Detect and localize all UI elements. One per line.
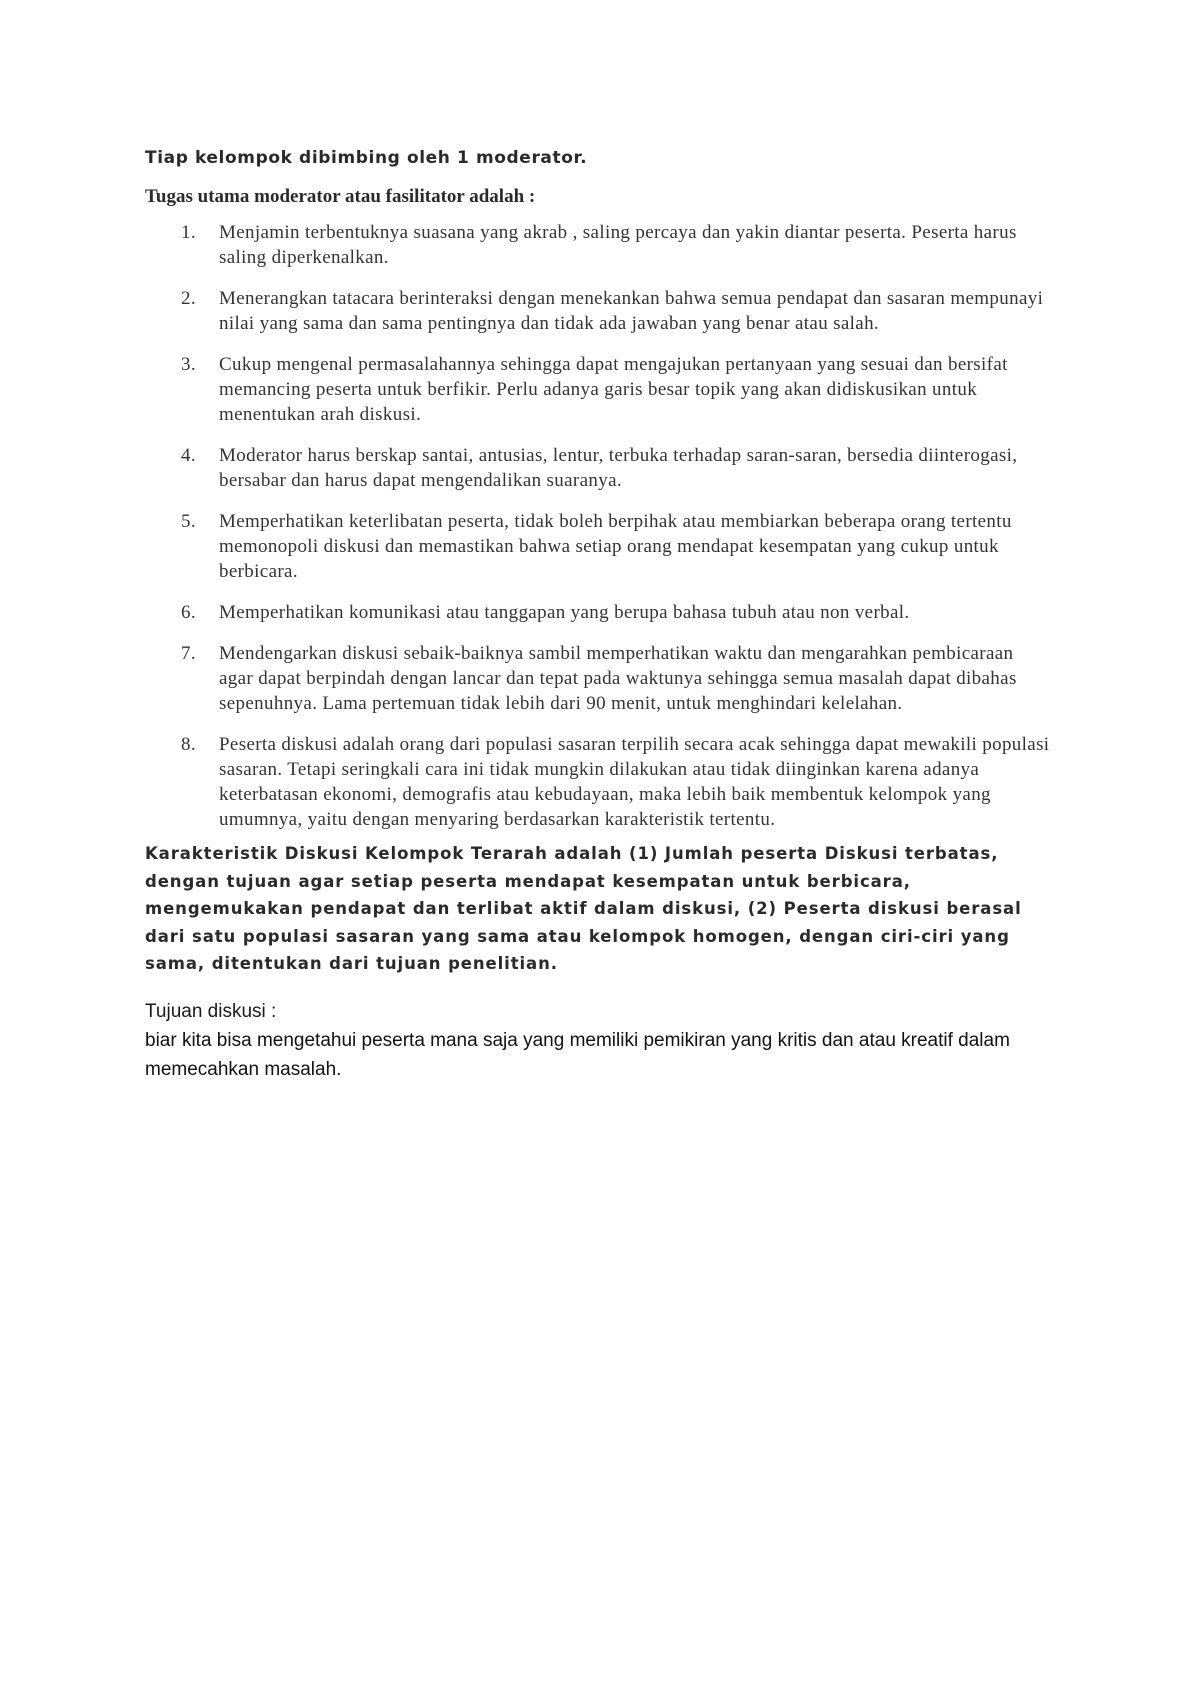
list-item-text: Memperhatikan keterlibatan peserta, tidak boleh berpihak atau membiarkan beberapa orang tertentu memonopoli diskusi dan memastikan bahwa setiap orang mendapat kesempatan yang cukup untuk berbicara. xyxy=(219,511,1012,582)
list-number: 8. xyxy=(181,734,196,755)
tasks-list xyxy=(145,220,1050,832)
document-page xyxy=(145,140,1050,1084)
list-number: 5. xyxy=(181,511,196,532)
list-item-text: Mendengarkan diskusi sebaik-baiknya sambil memperhatikan waktu dan mengarahkan pembicaraan agar dapat berpindah dengan lancar dan tepat pada waktunya sehingga semua masalah dapat dibahas sepenuhnya. Lama pertemuan tidak lebih dari 90 menit, untuk menghindari kelelahan. xyxy=(219,643,1017,714)
list-item xyxy=(145,286,1050,336)
list-item-text: Memperhatikan komunikasi atau tanggapan yang berupa bahasa tubuh atau non verbal. xyxy=(219,602,910,623)
list-number: 4. xyxy=(181,445,196,466)
list-item-text: Moderator harus berskap santai, antusias, lentur, terbuka terhadap saran-saran, bersedia diinterogasi, bersabar dan harus dapat mengendalikan suaranya. xyxy=(219,445,1018,491)
list-number: 2. xyxy=(181,288,196,309)
karakteristik-paragraph: Karakteristik Diskusi Kelompok Terarah adalah (1) Jumlah peserta Diskusi terbatas, dengan tujuan agar setiap peserta mendapat kesempatan untuk berbicara, mengemukakan pendapat dan terlibat aktif dalam diskusi, (2) Peserta diskusi berasal dari satu populasi sasaran yang sama atau kelompok homogen, dengan ciri-ciri yang sama, ditentukan dari tujuan penelitian. xyxy=(145,844,1022,973)
list-item-text: Peserta diskusi adalah orang dari populasi sasaran terpilih secara acak sehingga dapat mewakili populasi sasaran. Tetapi seringkali cara ini tidak mungkin dilakukan atau tidak diinginkan karena adanya keterbatasan ekonomi, demografis atau kebudayaan, maka lebih baik membentuk kelompok yang umumnya, yaitu dengan menyaring berdasarkan karakteristik tertentu. xyxy=(219,734,1050,830)
list-number: 1. xyxy=(181,222,196,243)
list-item-text: Menjamin terbentuknya suasana yang akrab , saling percaya dan yakin diantar peserta. Peserta harus saling diperkenalkan. xyxy=(219,222,1017,268)
intro-text: Tiap kelompok dibimbing oleh 1 moderator. xyxy=(145,148,588,168)
list-number: 3. xyxy=(181,354,196,375)
tujuan-body: biar kita bisa mengetahui peserta mana saja yang memiliki pemikiran yang kritis dan atau kreatif dalam memecahkan masalah. xyxy=(145,1029,1010,1080)
list-item xyxy=(145,509,1050,584)
list-item-text: Cukup mengenal permasalahannya sehingga dapat mengajukan pertanyaan yang sesuai dan bersifat memancing peserta untuk berfikir. Perlu adanya garis besar topik yang akan didiskusikan untuk menentukan arah diskusi. xyxy=(219,354,1008,425)
list-item xyxy=(145,641,1050,716)
list-item xyxy=(145,443,1050,493)
list-item xyxy=(145,600,1050,625)
tujuan-title: Tujuan diskusi : xyxy=(145,1000,277,1022)
tasks-heading: Tugas utama moderator atau fasilitator adalah : xyxy=(145,186,536,207)
list-item xyxy=(145,220,1050,270)
list-item-text: Menerangkan tatacara berinteraksi dengan menekankan bahwa semua pendapat dan sasaran mempunayi nilai yang sama dan sama pentingnya dan tidak ada jawaban yang benar atau salah. xyxy=(219,288,1044,334)
list-number: 7. xyxy=(181,643,196,664)
list-item xyxy=(145,352,1050,427)
list-item xyxy=(145,732,1050,832)
list-number: 6. xyxy=(181,602,196,623)
